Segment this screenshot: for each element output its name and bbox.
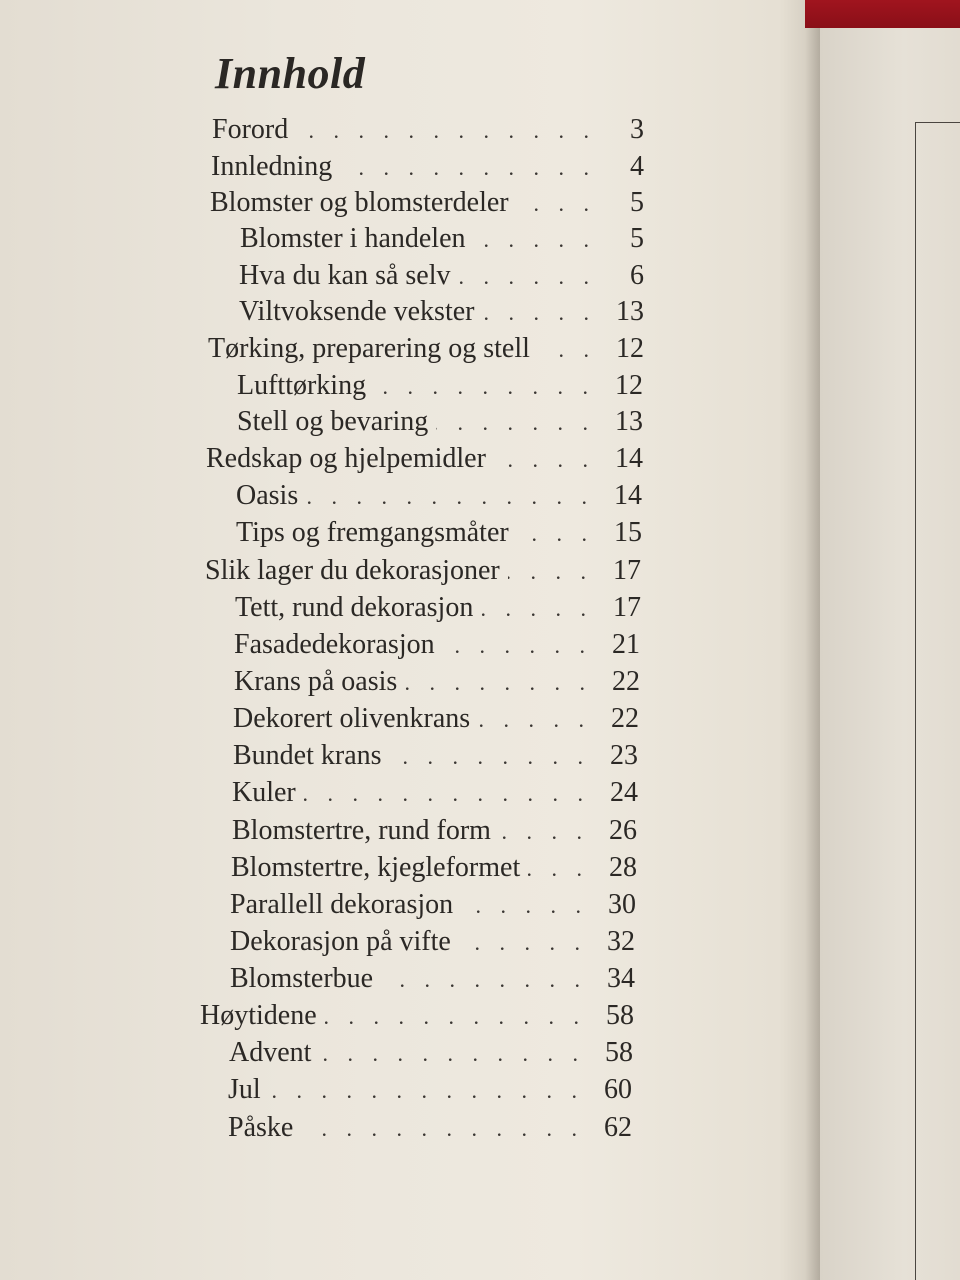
toc-leader-dots [459,925,587,961]
toc-entry-page: 13 [615,406,643,437]
toc-entry-label: Krans på oasis [234,666,398,697]
toc-entry-page: 30 [608,889,636,920]
toc-leader-dots [436,405,595,441]
toc-leader-dots [499,814,589,850]
toc-leader-dots [478,702,591,738]
toc-entry-page: 62 [604,1112,632,1143]
toc-entry-page: 32 [607,926,635,957]
toc-leader-dots [296,113,596,149]
toc-leader-dots [538,332,596,368]
toc-entry-label: Tips og fremgangsmåter [236,517,509,548]
toc-entry-label: Parallell dekorasjon [230,889,454,920]
toc-entry [230,887,636,923]
toc-leader-dots [461,888,588,924]
toc-leader-dots [325,999,586,1035]
toc-entry-page: 3 [630,114,644,145]
toc-leader-dots [390,739,590,775]
toc-leader-dots [381,962,587,998]
toc-leader-dots [481,591,593,627]
toc-leader-dots [301,1111,584,1147]
toc-entry [235,590,641,626]
toc-entry [239,258,644,294]
toc-entry [237,368,643,404]
toc-leader-dots [517,516,594,552]
toc-entry-page: 23 [610,740,638,771]
toc-entry [200,998,634,1034]
toc-entry-page: 34 [607,963,635,994]
toc-entry-page: 26 [609,815,637,846]
toc-entry-page: 28 [609,852,637,883]
toc-entry [205,553,641,589]
toc-leader-dots [459,259,596,295]
toc-entry [229,1035,633,1071]
toc-entry [237,404,643,440]
toc-leader-dots [340,150,596,186]
toc-entry [230,961,635,997]
toc-entry-label: Hva du kan så selv [239,260,451,291]
toc-entry-label: Blomster i handelen [240,223,466,254]
toc-leader-dots [443,628,592,664]
toc-entry [239,294,644,330]
toc-leader-dots [269,1073,584,1109]
toc-entry-label: Bundet krans [233,740,382,771]
toc-entry-page: 22 [611,703,639,734]
toc-entry-page: 14 [614,480,642,511]
toc-entry-page: 21 [612,629,640,660]
toc-entry-label: Tett, rund dekorasjon [235,592,474,623]
toc-entry [232,775,638,811]
toc-entry-page: 13 [616,296,644,327]
toc-entry-label: Blomsterbue [230,963,374,994]
toc-entry [228,1110,632,1146]
toc-entry [236,515,642,551]
red-background-corner [805,0,960,28]
toc-entry-label: Advent [229,1037,312,1068]
toc-entry-page: 4 [630,151,644,182]
toc-entry-label: Blomster og blomsterdeler [210,187,509,218]
toc-entry-page: 12 [616,333,644,364]
toc-leader-dots [405,665,592,701]
toc-entry-label: Viltvoksende vekster [239,296,475,327]
toc-entry [240,221,644,257]
toc-leader-dots [304,776,590,812]
toc-entry-label: Slik lager du dekorasjoner [205,555,500,586]
toc-entry [212,112,644,148]
toc-entry-page: 17 [613,555,641,586]
toc-entry-label: Redskap og hjelpemidler [206,443,486,474]
toc-entry-label: Forord [212,114,289,145]
toc-leader-dots [528,851,589,887]
toc-entry-label: Dekorert olivenkrans [233,703,471,734]
toc-entry-page: 14 [615,443,643,474]
toc-leader-dots [306,479,594,515]
toc-leader-dots [482,295,596,331]
toc-entry-label: Stell og bevaring [237,406,429,437]
toc-entry-label: Blomstertre, rund form [232,815,491,846]
toc-entry-page: 5 [630,187,644,218]
toc-entry [236,478,642,514]
toc-entry [234,664,640,700]
toc-entry [231,850,637,886]
toc-entry-page: 24 [610,777,638,808]
toc-leader-dots [494,442,595,478]
toc-entry [208,331,644,367]
toc-entry-page: 22 [612,666,640,697]
toc-entry-label: Innledning [211,151,333,182]
toc-leader-dots [517,186,596,222]
toc-entry-label: Oasis [236,480,299,511]
toc-entry-label: Dekorasjon på vifte [230,926,451,957]
toc-entry-page: 58 [606,1000,634,1031]
toc-entry [210,185,644,221]
toc-entry [230,924,635,960]
toc-entry-label: Påske [228,1112,294,1143]
toc-entry-page: 60 [604,1074,632,1105]
toc-entry-page: 17 [613,592,641,623]
toc-entry [206,441,643,477]
toc-entry-page: 12 [615,370,643,401]
toc-entry-page: 58 [605,1037,633,1068]
toc-leader-dots [319,1036,585,1072]
toc-entry-label: Fasadedekorasjon [234,629,435,660]
toc-entry-page: 15 [614,517,642,548]
toc-entry-label: Lufttørking [237,370,367,401]
toc-entry-label: Tørking, preparering og stell [208,333,530,364]
toc-entry-page: 6 [630,260,644,291]
toc-entry [232,813,637,849]
toc-entry-page: 5 [630,223,644,254]
toc-entry-label: Høytidene [200,1000,317,1031]
toc-leader-dots [474,222,596,258]
toc-entry [234,627,640,663]
toc-entry-label: Kuler [232,777,296,808]
toc-leader-dots [374,369,595,405]
toc-entry [228,1072,632,1108]
toc-leader-dots [508,554,593,590]
toc-entry [233,738,638,774]
toc-heading: Innhold [215,49,366,98]
toc-entry [211,149,644,185]
facing-page-frame [915,122,960,1280]
toc-entry-label: Jul [228,1074,261,1105]
toc-entry [233,701,639,737]
toc-entry-label: Blomstertre, kjegleformet [231,852,521,883]
